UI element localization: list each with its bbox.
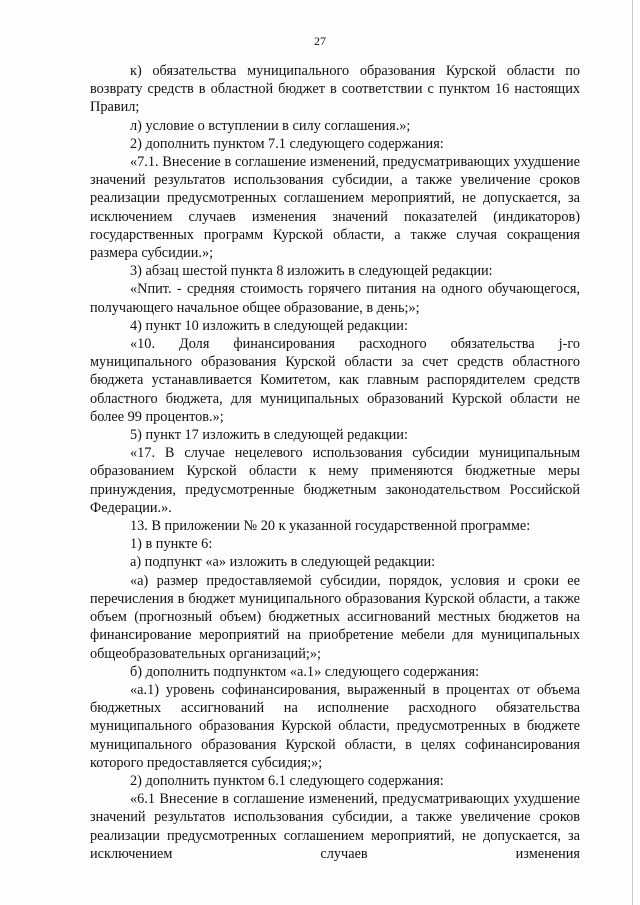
paragraph: 13. В приложении № 20 к указанной государственной программе: (130, 518, 531, 535)
paragraph: 3) абзац шестой пункта 8 изложить в следующей редакции: (130, 263, 493, 280)
paragraph: а) подпункт «а» изложить в следующей редакции: (130, 554, 436, 571)
paragraph: 4) пункт 10 изложить в следующей редакции: (130, 317, 408, 334)
paragraph: 5) пункт 17 изложить в следующей редакции: (130, 427, 408, 444)
paragraph: «6.1 Внесение в соглашение изменений, предусматривающих ухудшение значений результатов использования субсидии, а также увеличение сроков реализации предусмотренных соглашением мероприятий, не допускается, за исключением случаев изменения (90, 791, 580, 862)
paragraph: 2) дополнить пунктом 7.1 следующего содержания: (130, 135, 444, 152)
paragraph: л) условие о вступлении в силу соглашения.»; (130, 117, 411, 134)
paragraph: «7.1. Внесение в соглашение изменений, предусматривающих ухудшение значений результатов использования субсидии, а также увеличение сроков реализации предусмотренных соглашением мероприятий, не допускается, за исключением случаев изменения значений показателей (индикаторов) государственных программ Курской области, а также случая сокращения размера субсидии.»; (90, 154, 580, 262)
paragraph: к) обязательства муниципального образования Курской области по возврату средств в областной бюджет в соответствии с пунктом 16 настоящих Правил; (90, 63, 580, 116)
paragraph: б) дополнить подпунктом «а.1» следующего содержания: (130, 663, 480, 680)
paragraph: «Nпит. - средняя стоимость горячего питания на одного обучающегося, получающего начальное общее образование, в день;»; (90, 281, 580, 316)
paragraph: 1) в пункте 6: (130, 536, 213, 553)
document-body (90, 62, 580, 863)
paragraph: «10. Доля финансирования расходного обязательства j-го муниципального образования Курской области за счет средств областного бюджета устанавливается Комитетом, как главным распорядителем средств областного бюджета, для муниципальных образований Курской области не более 99 процентов.»; (90, 336, 580, 425)
paragraph: «17. В случае нецелевого использования субсидии муниципальным образованием Курской области к нему применяются бюджетные меры принуждения, предусмотренные бюджетным законодательством Российской Федерации.». (90, 445, 580, 516)
page-number: 27 (314, 34, 326, 48)
scan-edge-line (632, 0, 633, 905)
paragraph: 2) дополнить пунктом 6.1 следующего содержания: (130, 772, 444, 789)
paragraph: «а.1) уровень софинансирования, выраженный в процентах от объема бюджетных ассигнований на исполнение расходного обязательства муниципального образования Курской области, предусмотренных в бюджете муниципального образования Курской области, в целях софинансирования которого предоставляется субсидия;»; (90, 681, 580, 771)
paragraph: «а) размер предоставляемой субсидии, порядок, условия и сроки ее перечисления в бюджет муниципального образования Курской области, а также объем (прогнозный объем) бюджетных ассигнований местных бюджетов на финансирование мероприятий на приобретение мебели для муниципальных общеобразовательных организаций;»; (90, 572, 580, 662)
